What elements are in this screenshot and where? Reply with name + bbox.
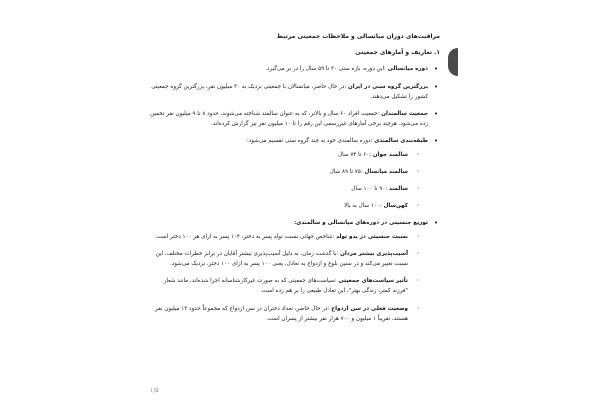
item-text: :در حال حاضر، میانسالان با جمعیتی نزدیک به ۳۰ میلیون نفر، بزرگترین گروه جمعیتی کشور را تشکیل می‌دهند.	[151, 83, 428, 100]
sub-list-item	[150, 304, 428, 324]
item-text: :سیاست‌های جمعیتی که به صورت غیرکارشناسانه اجرا شده‌اند، مانند شعار "فرزند کمتر، زندگی بهتر"، این تعادل طبیعی را بر هم زده است.	[163, 278, 408, 295]
item-term: طبقه‌بندی سالمندی	[374, 138, 428, 145]
item-text: :۷۵ تا ۸۹ سال	[329, 168, 365, 175]
list-item	[150, 109, 440, 129]
item-text: :شاخص جهانی نسبت تولد پسر به دختر، ۱۰۴ پسر به ازای هر ۱۰۰ دختر است.	[154, 233, 337, 240]
item-text: :با گذشت زمان، به دلیل آسیب‌پذیری بیشتر آقایان در برابر خطرات مختلف، این نسبت تغییر می‌کند و در سنین بلوغ و ازدواج به تعادل، یعنی ۱۰۰ پسر به ازای ۱۰۰ دختر، نزدیک می‌شود.	[155, 250, 408, 268]
item-term: بزرگترین گروه سنی در ایران	[348, 83, 428, 90]
sub-list-item	[150, 232, 428, 242]
document-content	[150, 32, 440, 331]
list-item	[150, 218, 440, 324]
item-text: :در حال حاضر، تعداد دختران در سن ازدواج که مجموعاً حدود ۱۳ میلیون نفر هستند، تقریباً ۱ میلیون و ۷۰۰ هزار نفر بیشتر از پسران است.	[155, 305, 408, 322]
item-term: توزیع جنسیتی در دوره‌های میانسالی و سالمندی:	[293, 220, 428, 227]
gender-distribution-list	[150, 232, 428, 324]
item-term: تأثیر سیاست‌های جمعیتی	[338, 278, 408, 285]
sub-list-item	[150, 249, 428, 269]
page-number: ۱/۵	[150, 387, 159, 394]
sub-list-item	[150, 167, 428, 177]
section-heading: ۱. تعاریف و آمارهای جمعیتی	[355, 49, 440, 57]
item-term: آسیب‌پذیری بیشتر مردان	[340, 250, 408, 257]
item-term: نسبت جنسیتی در بدو تولد	[336, 233, 408, 240]
item-term: جمعیت سالمندان	[381, 111, 428, 118]
sub-list-item	[150, 150, 428, 160]
list-item	[150, 82, 440, 102]
sub-list-item	[150, 184, 428, 194]
sub-list-item	[150, 276, 428, 296]
definitions-list	[150, 64, 440, 324]
item-text: :جمعیت افراد ۶۰ سال و بالاتر، که به عنوان سالمند شناخته می‌شوند، حدود ۸ تا ۹ میلیون نفر تخمین زده می‌شود. هرچند برخی آمارهای غیررسمی این رقم را تا ۱۰ میلیون نفر نیز گزارش کرده‌اند.	[150, 111, 428, 128]
list-item	[150, 136, 440, 211]
item-text: :۹۰ تا ۱۰۰ سال	[351, 186, 390, 193]
elderly-groups-list	[150, 150, 428, 212]
sub-list-item	[150, 201, 428, 211]
item-term: سالمند	[389, 186, 408, 193]
document-title: مراقبت‌های دوران میانسالی و ملاحظات جمعیتی مرتبط	[276, 33, 440, 40]
item-term: سالمند جوان	[372, 151, 408, 158]
item-text: :۱۰۰ سال به بالا	[344, 203, 384, 210]
list-item	[150, 64, 440, 74]
item-text: :دوره سالمندی خود به چند گروه سنی تقسیم می‌شود:	[246, 138, 375, 145]
item-term: وضعیت فعلی در سن ازدواج	[331, 305, 408, 312]
side-tab-marker	[448, 48, 458, 76]
item-term: سالمند میانسال	[364, 168, 408, 175]
item-term: کهن‌سال	[383, 203, 408, 210]
item-text: :۶۰ تا ۷۴ سال	[338, 151, 373, 158]
item-term: دوره میانسالی	[387, 66, 428, 73]
item-text: :این دوره، بازه سنی ۳۰ تا ۵۹ سال را در بر می‌گیرد.	[265, 66, 388, 73]
